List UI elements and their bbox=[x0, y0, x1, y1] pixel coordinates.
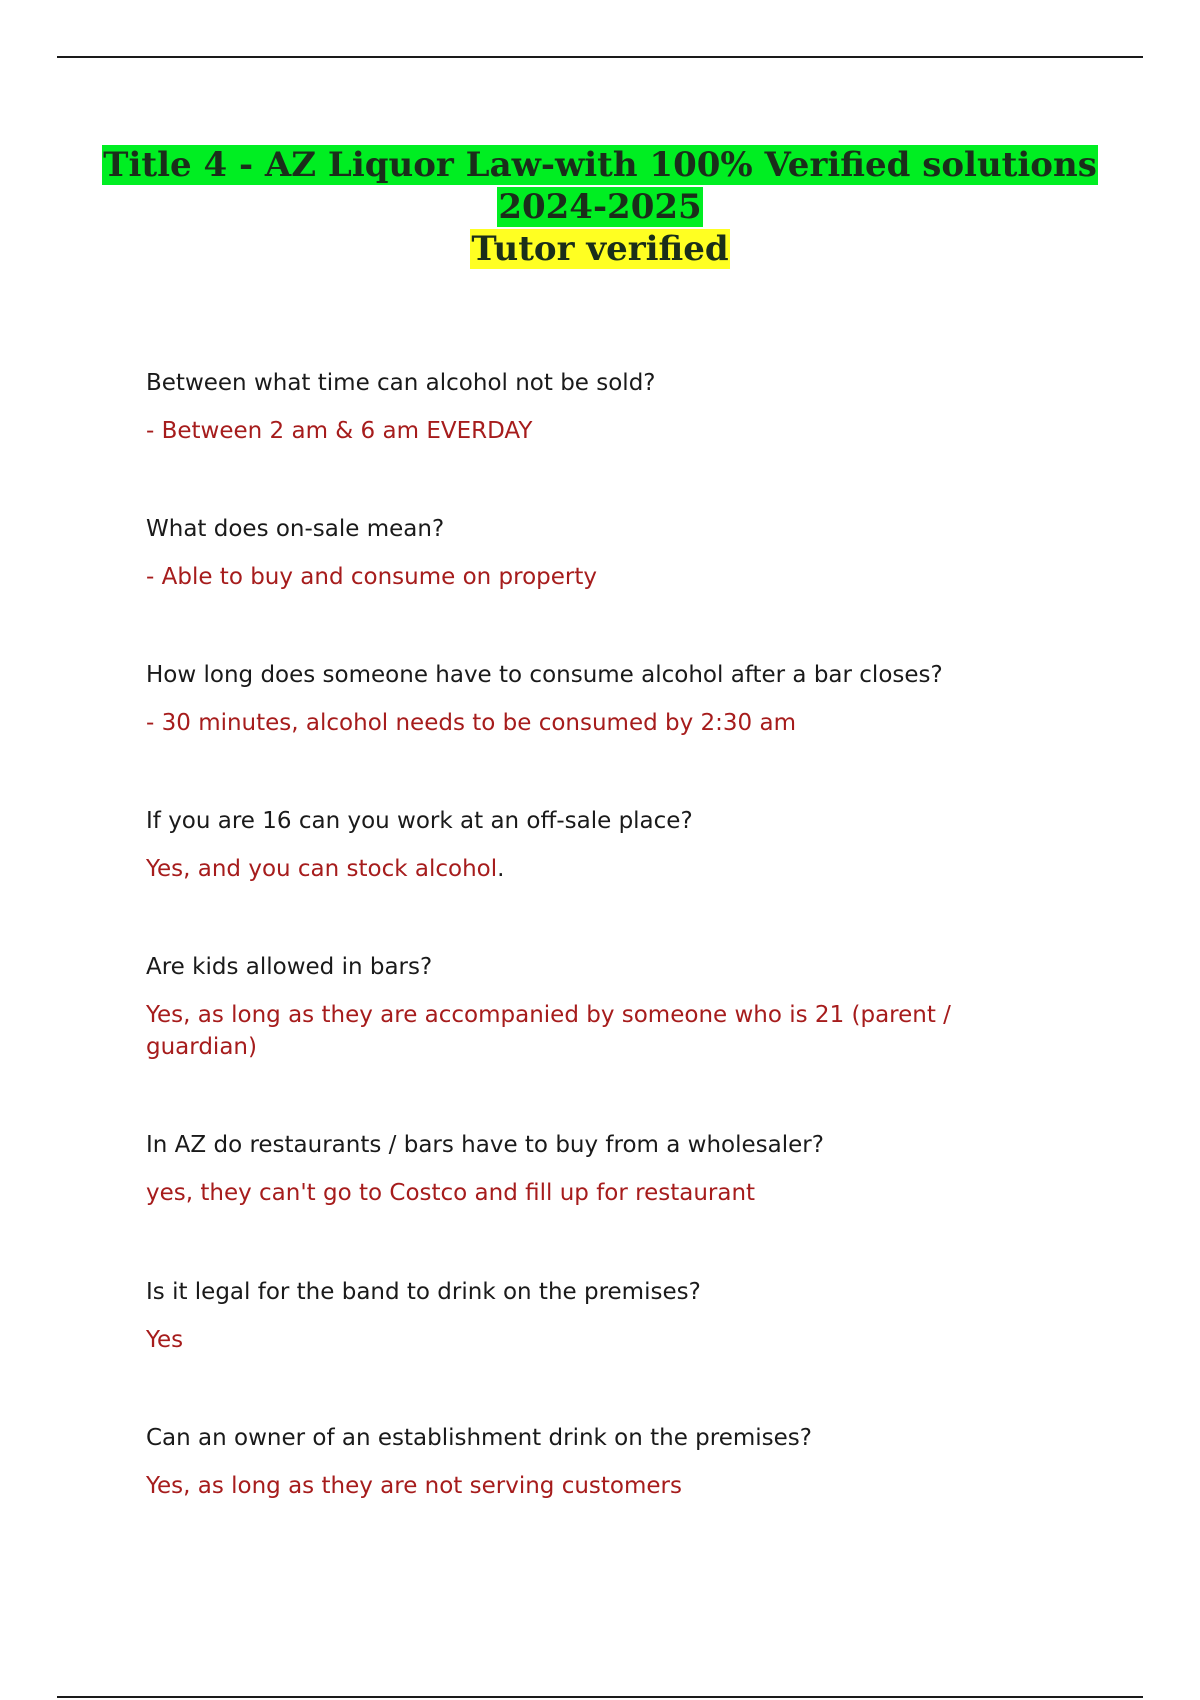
subtitle: Tutor verified bbox=[471, 229, 729, 269]
question: Are kids allowed in bars? bbox=[146, 954, 433, 980]
answer: Yes bbox=[146, 1327, 184, 1353]
answer: Yes, as long as they are not serving customers bbox=[146, 1473, 682, 1499]
qa-item bbox=[146, 660, 1046, 806]
qa-list bbox=[146, 368, 1046, 1569]
question: In AZ do restaurants / bars have to buy from a wholesaler? bbox=[146, 1132, 824, 1158]
answer: - Able to buy and consume on property bbox=[146, 564, 598, 590]
qa-item bbox=[146, 1277, 1046, 1423]
answer bbox=[146, 853, 1046, 885]
answer: yes, they can't go to Costco and fill up for restaurant bbox=[146, 1180, 756, 1206]
question: Can an owner of an establishment drink on the premises? bbox=[146, 1425, 813, 1451]
question: What does on-sale mean? bbox=[146, 516, 445, 542]
qa-item bbox=[146, 1130, 1046, 1277]
question: How long does someone have to consume alcohol after a bar closes? bbox=[146, 662, 943, 688]
question: If you are 16 can you work at an off-sale place? bbox=[146, 808, 693, 834]
title-line-1: Title 4 - AZ Liquor Law-with 100% Verified solutions bbox=[103, 145, 1097, 185]
answer: - Between 2 am & 6 am EVERDAY bbox=[146, 418, 533, 444]
qa-item bbox=[146, 806, 1046, 952]
question: Is it legal for the band to drink on the premises? bbox=[146, 1279, 701, 1305]
question: Between what time can alcohol not be sold? bbox=[146, 370, 656, 396]
title-line-2: 2024-2025 bbox=[498, 187, 702, 227]
qa-item bbox=[146, 1423, 1046, 1569]
qa-item bbox=[146, 514, 1046, 660]
answer: Yes, as long as they are accompanied by someone who is 21 (parent / guardian) bbox=[146, 1002, 951, 1060]
bottom-rule bbox=[57, 1696, 1143, 1698]
top-rule bbox=[57, 56, 1143, 58]
qa-item bbox=[146, 368, 1046, 514]
answer-suffix: . bbox=[497, 856, 505, 882]
document-title bbox=[0, 144, 1200, 270]
qa-item bbox=[146, 952, 1046, 1130]
answer-text: Yes, and you can stock alcohol bbox=[146, 856, 498, 882]
answer: - 30 minutes, alcohol needs to be consumed by 2:30 am bbox=[146, 710, 796, 736]
